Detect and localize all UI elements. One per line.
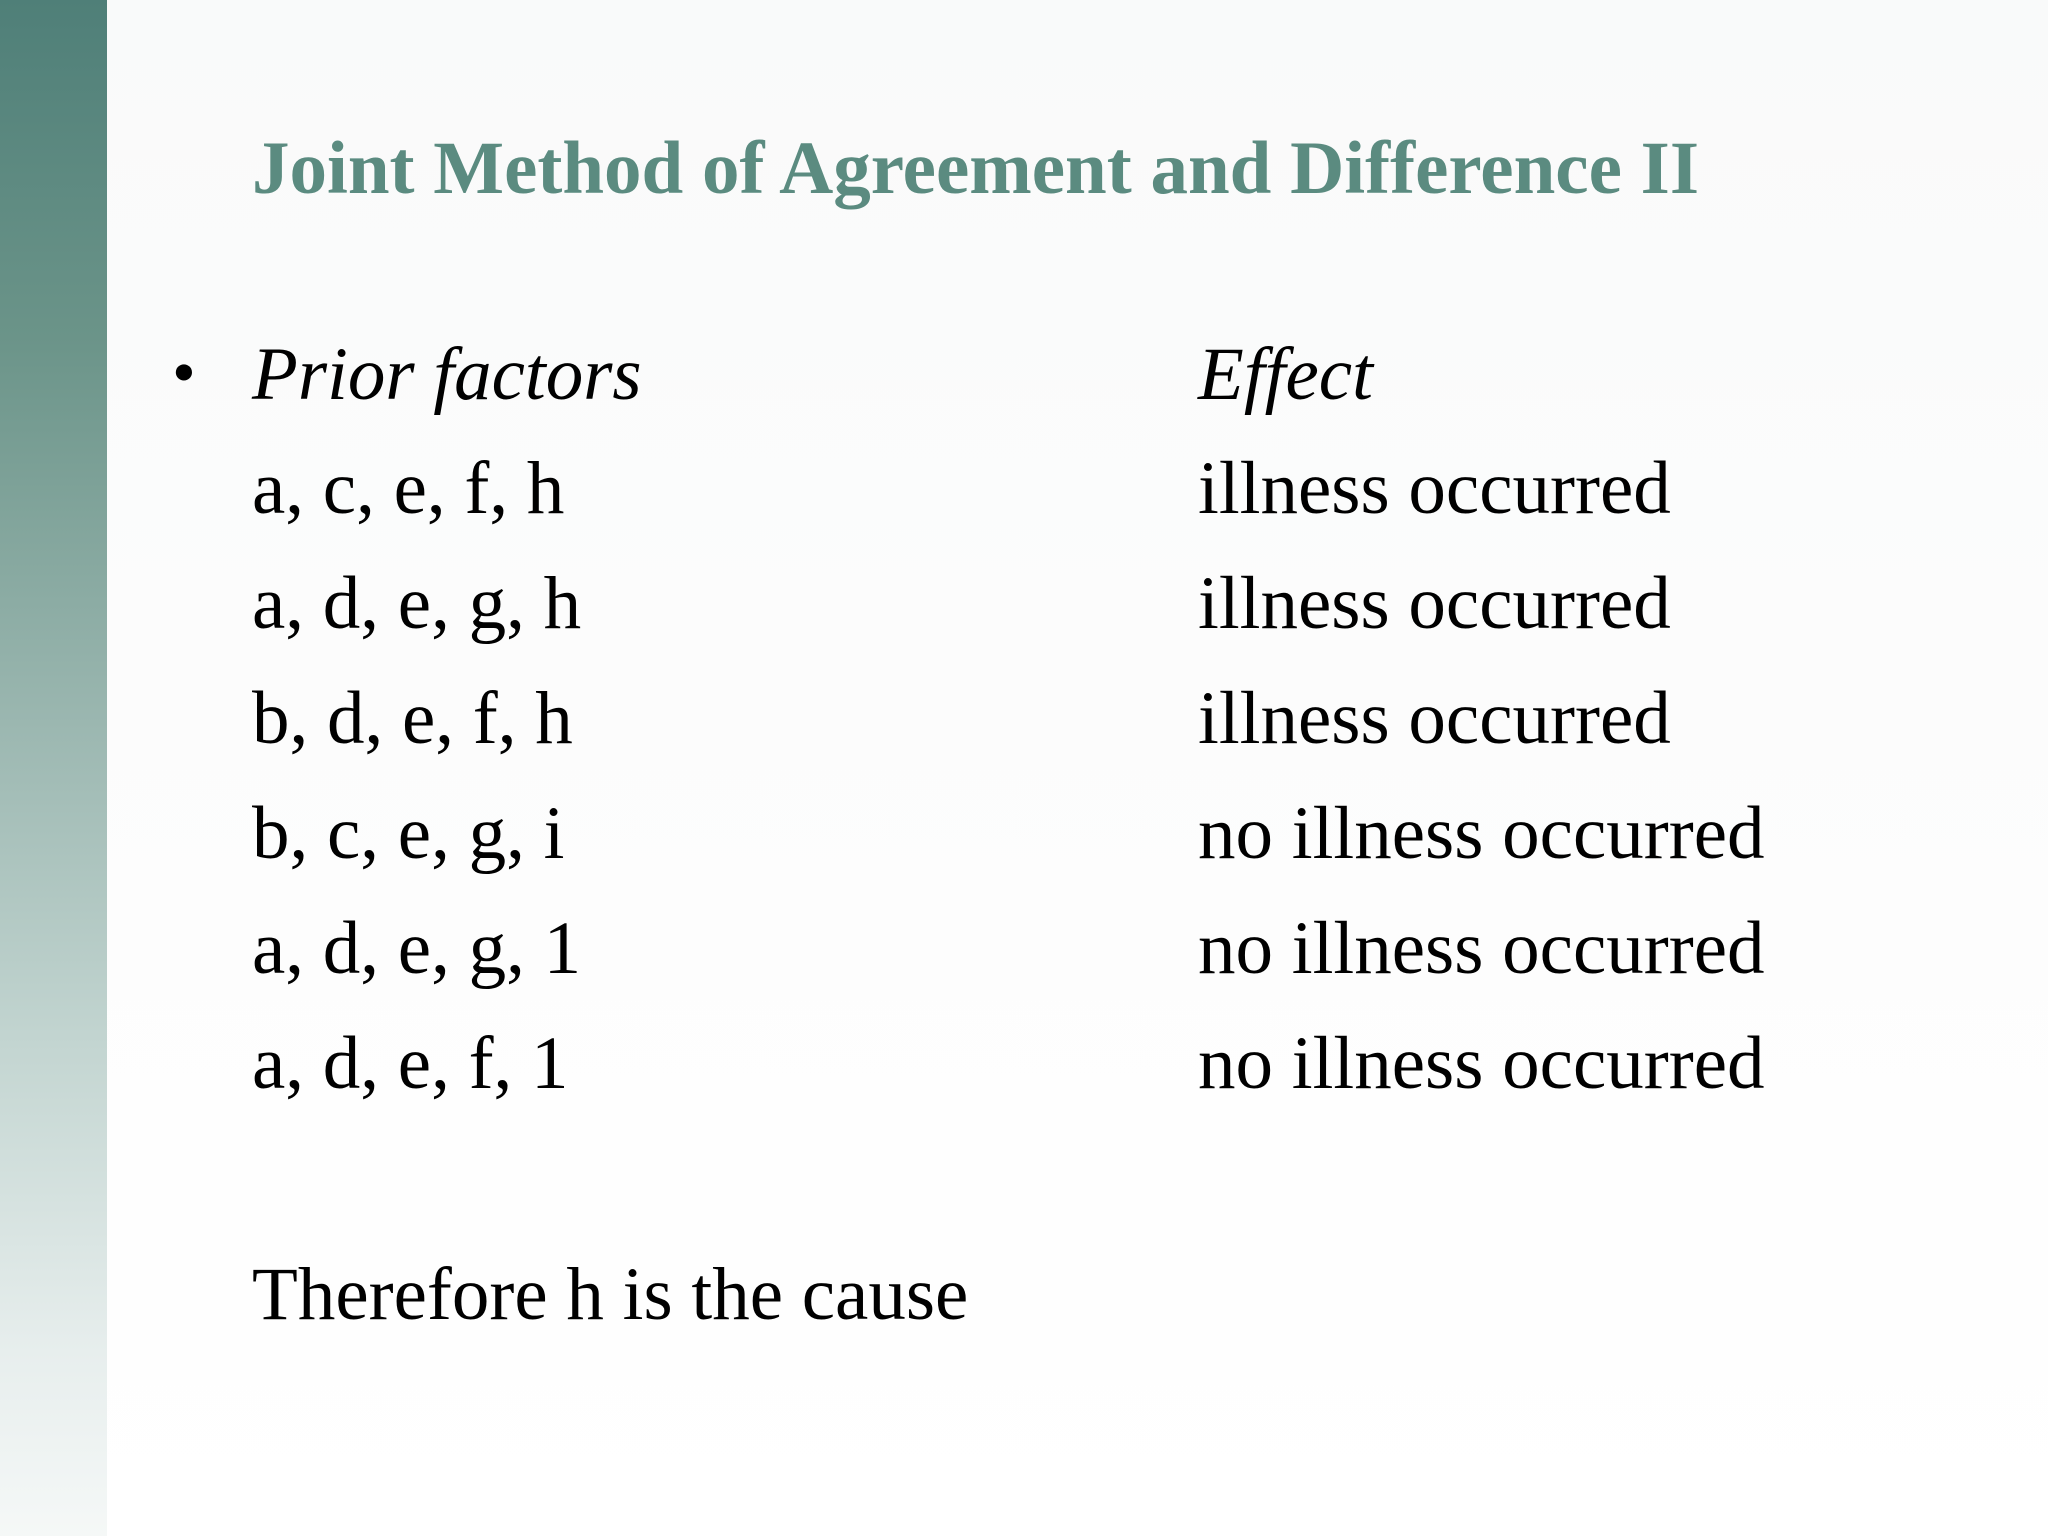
decorative-side-band bbox=[0, 0, 107, 1536]
effect-cell: no illness occurred bbox=[1198, 907, 1765, 990]
effect-header: Effect bbox=[1198, 333, 1373, 416]
slide-title: Joint Method of Agreement and Difference II bbox=[252, 127, 1700, 210]
table-row bbox=[0, 444, 2048, 534]
table-row bbox=[0, 559, 2048, 649]
factors-cell: a, d, e, g, h bbox=[252, 562, 582, 645]
effect-cell: no illness occurred bbox=[1198, 792, 1765, 875]
effect-cell: illness occurred bbox=[1198, 447, 1671, 530]
factors-cell: a, c, e, f, h bbox=[252, 447, 565, 530]
table-row bbox=[0, 904, 2048, 994]
table-row bbox=[0, 1019, 2048, 1109]
conclusion-text: Therefore h is the cause bbox=[252, 1253, 969, 1336]
bullet-icon: • bbox=[172, 334, 196, 410]
factors-cell: a, d, e, g, 1 bbox=[252, 907, 582, 990]
table-row bbox=[0, 789, 2048, 879]
effect-cell: no illness occurred bbox=[1198, 1022, 1765, 1105]
factors-cell: b, d, e, f, h bbox=[252, 677, 573, 760]
prior-factors-header: Prior factors bbox=[252, 333, 642, 416]
factors-cell: b, c, e, g, i bbox=[252, 792, 565, 875]
effect-cell: illness occurred bbox=[1198, 562, 1671, 645]
factors-cell: a, d, e, f, 1 bbox=[252, 1022, 569, 1105]
table-row bbox=[0, 674, 2048, 764]
effect-cell: illness occurred bbox=[1198, 677, 1671, 760]
